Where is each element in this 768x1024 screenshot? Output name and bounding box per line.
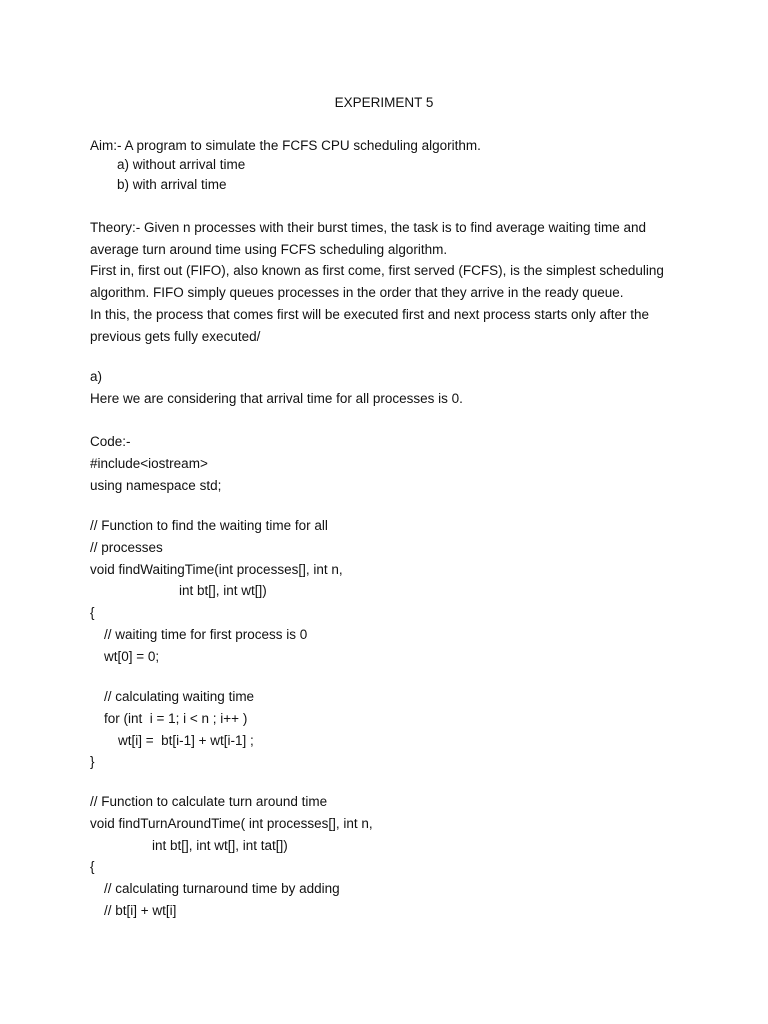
theory-line: Theory:- Given n processes with their burst times, the task is to find average waiting time and bbox=[90, 220, 646, 235]
code-line: // waiting time for first process is 0 bbox=[104, 627, 308, 642]
code-line: wt[0] = 0; bbox=[104, 649, 160, 664]
code-label: Code:- bbox=[90, 434, 131, 449]
theory-line: average turn around time using FCFS scheduling algorithm. bbox=[90, 242, 448, 257]
code-line: { bbox=[90, 859, 95, 874]
code-line: void findWaitingTime(int processes[], int n, bbox=[90, 562, 343, 577]
part-a-label: a) bbox=[90, 369, 103, 384]
code-line: int bt[], int wt[], int tat[]) bbox=[152, 838, 288, 853]
theory-line: previous gets fully executed/ bbox=[90, 329, 261, 344]
theory-line: algorithm. FIFO simply queues processes in the order that they arrive in the ready queue. bbox=[90, 285, 624, 300]
part-a-text: Here we are considering that arrival time for all processes is 0. bbox=[90, 391, 463, 406]
code-line: using namespace std; bbox=[90, 478, 222, 493]
code-line: // calculating turnaround time by adding bbox=[104, 881, 340, 896]
theory-line: First in, first out (FIFO), also known as first come, first served (FCFS), is the simplest scheduling bbox=[90, 263, 664, 278]
code-line: // calculating waiting time bbox=[104, 689, 255, 704]
code-line: // Function to find the waiting time for all bbox=[90, 518, 328, 533]
code-line: wt[i] = bt[i-1] + wt[i-1] ; bbox=[118, 733, 254, 748]
code-line: { bbox=[90, 605, 95, 620]
theory-line: In this, the process that comes first will be executed first and next process starts only after the bbox=[90, 307, 650, 322]
page-title: EXPERIMENT 5 bbox=[334, 95, 434, 110]
code-line: // bt[i] + wt[i] bbox=[104, 903, 177, 918]
code-line: } bbox=[90, 754, 95, 769]
code-line: // Function to calculate turn around time bbox=[90, 794, 328, 809]
code-line: int bt[], int wt[]) bbox=[179, 583, 267, 598]
aim-item-b: b) with arrival time bbox=[117, 177, 227, 192]
code-line: for (int i = 1; i < n ; i++ ) bbox=[104, 711, 248, 726]
aim-item-a: a) without arrival time bbox=[117, 157, 246, 172]
aim-text: Aim:- A program to simulate the FCFS CPU scheduling algorithm. bbox=[90, 138, 481, 153]
code-line: #include<iostream> bbox=[90, 456, 208, 471]
code-line: // processes bbox=[90, 540, 163, 555]
code-line: void findTurnAroundTime( int processes[], int n, bbox=[90, 816, 373, 831]
